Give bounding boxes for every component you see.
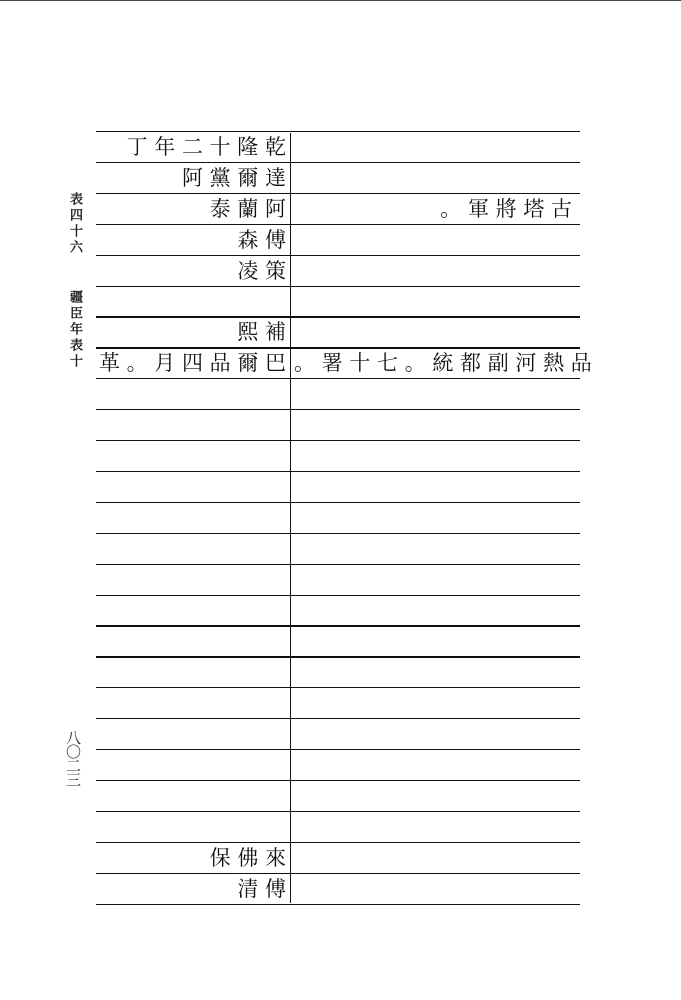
post-note-cell [294,534,572,564]
official-name-cell: 熙 補 [237,320,286,345]
post-note-cell [294,379,572,409]
post-note-cell [294,287,572,317]
official-name-cell [96,441,286,471]
post-note-cell [294,626,572,656]
official-name-cell [96,688,286,718]
post-note-cell [294,719,572,749]
post-note-cell [294,657,572,687]
table-title-label: 疆臣年表十 [67,290,82,370]
post-note-cell [294,256,572,286]
post-note-cell [294,565,572,595]
post-note-cell [294,503,572,533]
official-name-cell [96,379,286,409]
column-divider [290,133,291,903]
official-name-cell: 丁 年 二 十 隆 乾 [126,135,286,159]
post-note-cell [294,163,572,193]
table-number-label: 表四十六 [67,192,82,256]
post-note-cell: 。 署 十 七 。 統 都 副 河 熱 品 [294,351,592,376]
official-name-cell [96,750,286,780]
official-name-cell [96,565,286,595]
post-note-cell [294,596,572,626]
page-number: 八〇二三 [64,730,82,786]
post-note-cell [294,225,572,255]
official-name-cell [96,287,286,317]
official-name-cell [96,596,286,626]
official-name-cell [96,781,286,811]
official-name-cell [96,472,286,502]
post-note-cell [294,317,572,347]
official-name-cell [96,626,286,656]
official-name-cell [96,534,286,564]
official-name-cell: 革 。 月 四 品 爾 巴 [98,351,286,376]
official-name-cell: 阿 黨 爾 達 [181,165,286,190]
official-name-cell [96,719,286,749]
official-name-cell: 凌 策 [237,258,286,283]
post-note-cell [294,843,572,873]
post-note-cell [294,410,572,440]
post-note-cell: 。 軍 將 塔 古 [440,196,572,221]
post-note-cell [294,874,572,904]
official-name-cell: 保 佛 來 [209,845,286,870]
post-note-cell [294,750,572,780]
official-name-cell [96,410,286,440]
officials-year-table [96,131,592,911]
official-name-cell: 泰 蘭 阿 [209,196,286,221]
official-name-cell [96,657,286,687]
post-note-cell [294,441,572,471]
post-note-cell [294,812,572,842]
official-name-cell: 清 傅 [237,876,286,901]
official-name-cell [96,812,286,842]
page-top-border [0,0,681,1]
post-note-cell [294,132,572,162]
official-name-cell [96,503,286,533]
row-rule [96,904,580,905]
post-note-cell [294,781,572,811]
post-note-cell [294,472,572,502]
official-name-cell: 森 傅 [237,227,286,252]
post-note-cell [294,688,572,718]
